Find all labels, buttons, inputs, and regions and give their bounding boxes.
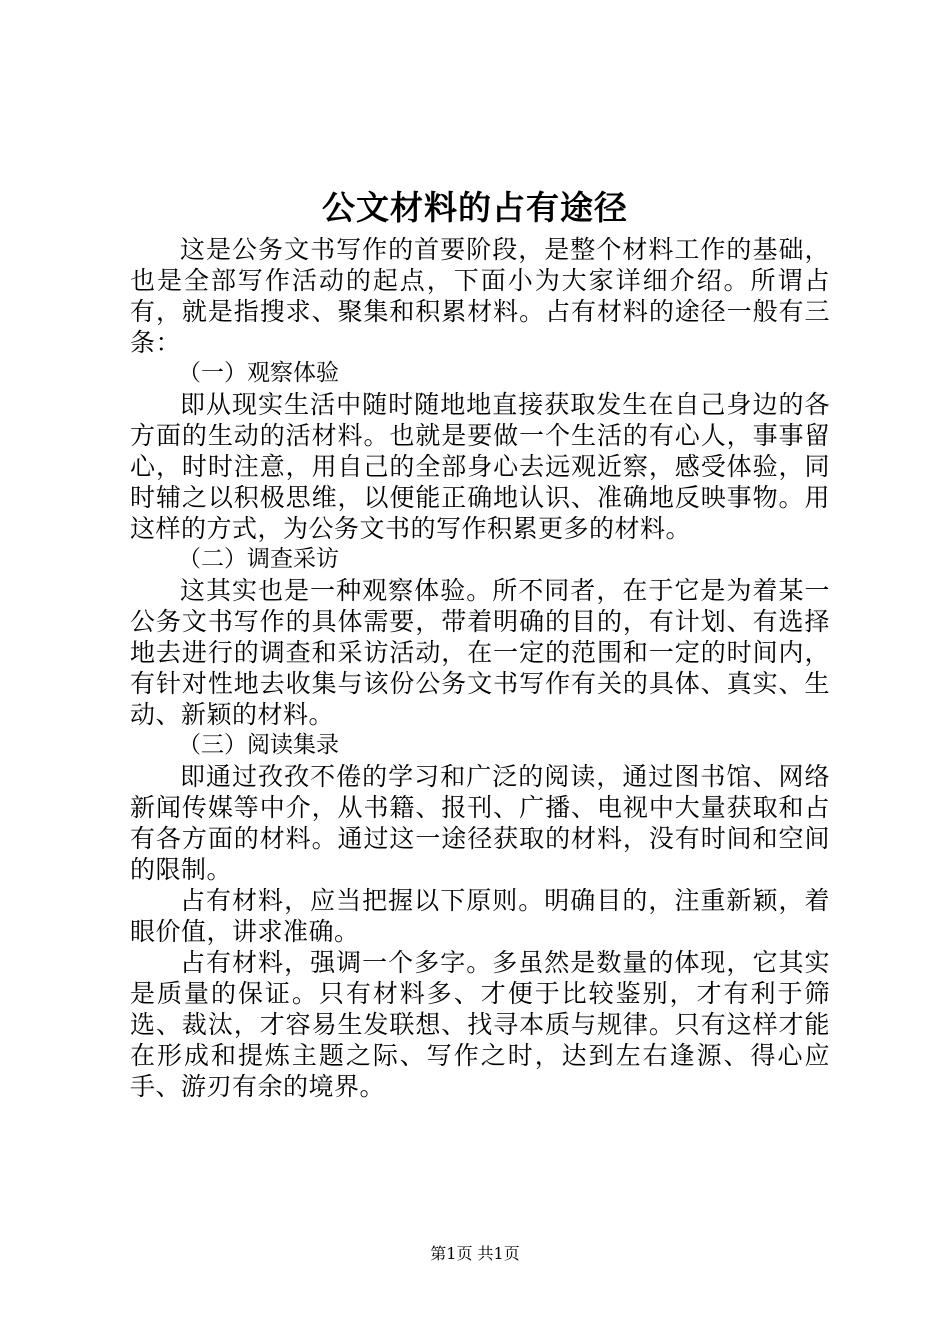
section-body-reading: 即通过孜孜不倦的学习和广泛的阅读，通过图书馆、网络新闻传媒等中介，从书籍、报刊、广播、电视中大量获取和占有各方面的材料。通过这一途径获取的材料，没有时间和空间的限制。 [130,762,830,884]
page-footer: 第1页 共1页 [430,1244,520,1263]
section-heading-reading: （三）阅读集录 [178,732,339,758]
document-title: 公文材料的占有途径 [322,188,628,227]
section-body-observation: 即从现实生活中随时随地地直接获取发生在自己身边的各方面的生动的活材料。也就是要做一个生活的有心人，事事留心，时时注意，用自己的全部身心去远观近察，感受体验，同时辅之以积极思维，以便能正确地认识、准确地反映事物。用这样的方式，为公务文书的写作积累更多的材料。 [130,390,830,543]
intro-paragraph: 这是公务文书写作的首要阶段，是整个材料工作的基础，也是全部写作活动的起点，下面小为大家详细介绍。所谓占有，就是指搜求、聚集和积累材料。占有材料的途径一般有三条： [130,235,830,357]
section-body-investigation: 这其实也是一种观察体验。所不同者，在于它是为着某一公务文书写作的具体需要，带着明确的目的，有计划、有选择地去进行的调查和采访活动，在一定的范围和一定的时间内，有针对性地去收集与该份公务文书写作有关的具体、真实、生动、新颖的材料。 [130,576,830,729]
section-heading-investigation: （二）调查采访 [178,546,339,572]
document-body [130,234,830,1102]
section-heading-observation: （一）观察体验 [178,360,339,386]
principles-paragraph: 占有材料，应当把握以下原则。明确目的，注重新颖，着眼价值，讲求准确。 [130,886,830,946]
emphasis-paragraph: 占有材料，强调一个多字。多虽然是数量的体现，它其实是质量的保证。只有材料多、才便于比较鉴别，才有利于筛选、裁汰，才容易生发联想、找寻本质与规律。只有这样才能在形成和提炼主题之际、写作之时，达到左右逢源、得心应手、游刃有余的境界。 [130,948,830,1101]
